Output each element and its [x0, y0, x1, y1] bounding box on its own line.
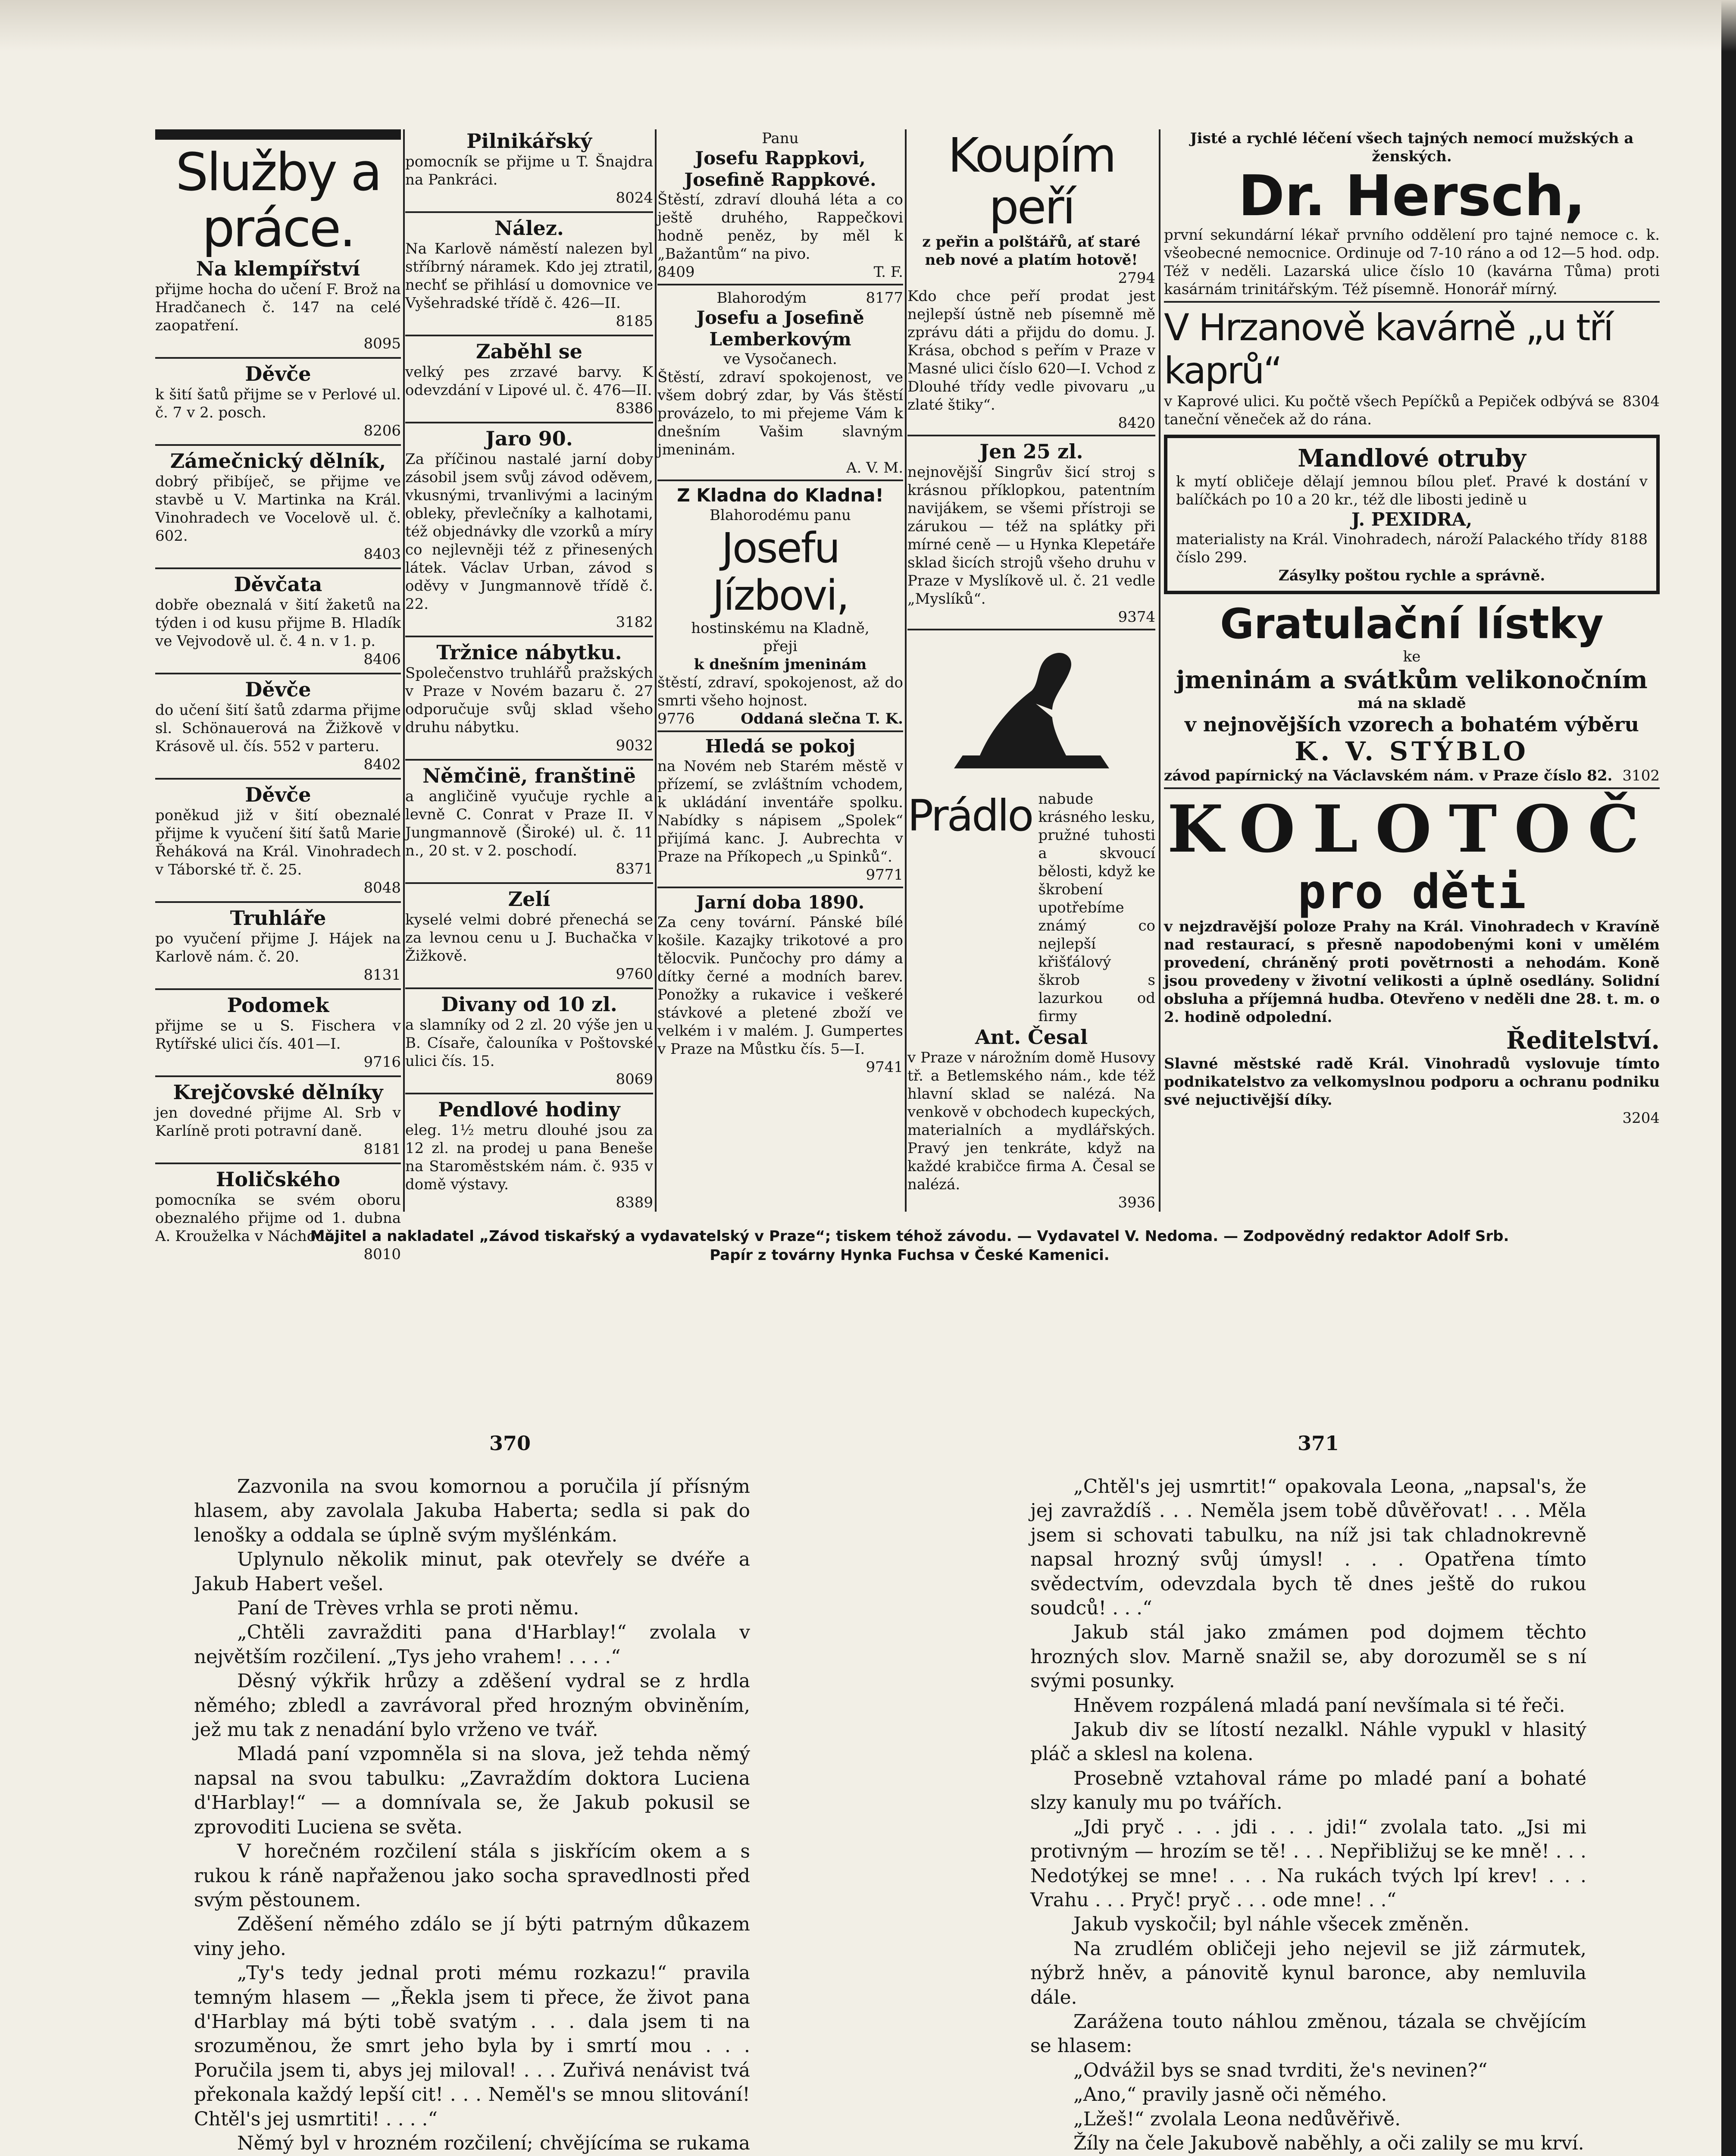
ads-column-goods: [907, 129, 1155, 1212]
ad-salutation: Blahorodému panu: [710, 507, 851, 524]
ad-number: 8206: [363, 422, 401, 439]
classified-ad: [155, 362, 401, 440]
ad-heading: Mandlové otruby: [1298, 444, 1526, 473]
ad-salutation: Panu: [762, 130, 799, 147]
classified-ad: [405, 641, 653, 755]
ad-text: Štěstí, zdraví spokojenost, ve všem dobrý zdar, by Vás štěstí provázelo, to mi přejeme Vám k dnešním Vašim slavným jmeninám.: [657, 369, 903, 458]
ad-title: Truhláře: [230, 906, 326, 930]
ads-column-misc: [405, 129, 653, 1212]
ad-title: Zelí: [508, 887, 551, 911]
ad-text: má na skladě: [1358, 695, 1466, 712]
ad-title: Holičského: [216, 1168, 341, 1191]
ad-salutation: Blahorodým: [716, 289, 807, 307]
classified-ad: [155, 1081, 401, 1158]
ad-number: 8386: [616, 400, 653, 417]
ad-number: 3204: [1622, 1109, 1660, 1127]
ad-number: 8402: [363, 756, 401, 773]
ads-column-greetings: [657, 129, 903, 1212]
ad-signature: Ředitelství.: [1506, 1026, 1660, 1055]
ad-text: poněkud již v šití obeznalé přijme k vyučení šití šatů Marie Řeháková na Král. Vinohradech v Táborské tř. č. 25.: [155, 807, 401, 878]
ad-number: 8403: [363, 545, 401, 563]
ad-text: hostinskému na Kladně,: [691, 620, 870, 637]
ad-firm: Ant. Česal: [975, 1025, 1088, 1049]
ad-number: 8181: [363, 1141, 401, 1158]
ad-text: Slavné městské radě Král. Vinohradů vyslovuje tímto podnikatelstvo za velkomyslnou podporu a ochranu podniku své nejuctivější díky.: [1164, 1055, 1660, 1109]
ad-text: do učení šití šatů zdarma přijme sl. Schönauerová na Žižkově v Krásově ul. čís. 552 v parteru.: [155, 702, 401, 755]
ad-place: ve Vysočanech.: [723, 351, 837, 368]
ad-number: 8185: [616, 313, 653, 330]
ad-text: v nejzdravější poloze Prahy na Král. Vinohradech v Kravíně nad restaurací, s přesně napodobenými koni v umělém provedení, chráněný proti povětrnosti a nehodám. Koně jsou provedeny v životní velikosti a úplně osedlány. Solidní obsluha a příjemná hudba. Otevřeno v neděli dne 28. t. m. o 2. hodině odpolední.: [1164, 918, 1660, 1026]
novel-paragraph: „Lžeš!“ zvolala Leona nedůvěřivě.: [1073, 2108, 1401, 2130]
ad-text: k šití šatů přijme se v Perlové ul. č. 7 v 2. posch.: [155, 386, 401, 421]
ad-text: velký pes zrzavé barvy. K odevzdání v Lipové ul. č. 476—II.: [405, 364, 653, 399]
novel-paragraph: Děsný výkřik hrůzy a zděšení vydral se z hrdla němého; zbledl a zavrávoral před hrozným obviněním, jež mu tak z nenadání bylo vrženo ve tvář.: [194, 1670, 750, 1741]
ad-names: Josefu a Josefině Lemberkovým: [696, 307, 864, 350]
ad-text: materialisty na Král. Vinohradech, nároží Palackého třídy číslo 299.: [1176, 531, 1603, 566]
ad-text: dobře obeznalá v šití žaketů na týden i od kusu přijme B. Hladík ve Vejvodově ul. č. 4 n. v 1. p.: [155, 596, 401, 650]
novel-paragraph: Prosebně vztahoval ráme po mladé paní a bohaté slzy kanuly mu po tvářích.: [1030, 1767, 1586, 1814]
ad-title: Zámečnický dělník,: [170, 449, 386, 473]
column-rule: [655, 129, 657, 1212]
ad-title: Jaro 90.: [485, 427, 573, 450]
ad-heading: Hledá se pokoj: [705, 736, 856, 757]
imprint-line: Papír z továrny Hynka Fuchsa v České Kamenici.: [710, 1247, 1110, 1264]
ad-list: [405, 129, 653, 1212]
ad-number: 8409: [657, 263, 695, 281]
ad-heading-large: Koupím peří: [948, 128, 1115, 235]
novel-paragraph: Žíly na čele Jakubově naběhly, a oči zalily se mu krví.: [1073, 2132, 1584, 2154]
ad-name-large: Dr. Hersch,: [1238, 163, 1586, 229]
ad-number: 8024: [616, 189, 653, 207]
ad-number: 8304: [1622, 393, 1660, 410]
ad-number: 8069: [616, 1071, 653, 1088]
ad-heading-large: Prádlo: [907, 790, 1032, 841]
ad-text: v Kaprové ulici. Ku počtě všech Pepíčků a Pepiček odbývá se taneční věneček až do rána.: [1164, 393, 1614, 428]
ad-signature: T. F.: [873, 263, 903, 281]
ad-number: 8420: [1118, 414, 1155, 432]
ad-text: a slamníky od 2 zl. 20 výše jen u B. Císaře, čalouníka v Poštovské ulici čís. 15.: [405, 1016, 653, 1070]
page-edge: [1721, 0, 1736, 2156]
ad-list: [155, 257, 401, 1263]
ad-number: 8131: [363, 966, 401, 984]
ad-text: první sekundární lékař prvního oddělení pro tajné nemoce c. k. všeobecné nemocnice. Ordinuje od 7-10 ráno a od 12—5 hod. odp. Též v neděli. Lazarská ulice číslo 10 (kavárna Tůma) proti kasárnám trinitářským. Též písemně. Honorář mírný.: [1164, 226, 1660, 298]
ad-number: 9741: [866, 1059, 903, 1076]
ad-text: přeji: [763, 638, 798, 655]
ad-title: Němčinë, franštinë: [422, 764, 636, 787]
novel-paragraph: „Jdi pryč . . . jdi . . . jdi!“ zvolala tato. „Jsi mi protivným — hrozím se tě! . . . Nepřibližuj se ke mně! . . . Nedotýkej se mne! . . . Na rukách tvých lpí krev! . . . Vrahu . . . Pryč! pryč . . . ode mne! . .“: [1030, 1816, 1586, 1911]
ad-title: Tržnice nábytku.: [436, 641, 622, 664]
classified-ad: [405, 129, 653, 207]
novel-paragraph: Jakub div se lítostí nezalkl. Náhle vypukl v hlasitý pláč a sklesl na kolena.: [1030, 1719, 1586, 1765]
novel-paragraph: Jakub stál jako zmámen pod dojmem těchto hrozných slov. Marně snažil se, aby dorozuměl se s ní svými posunky.: [1030, 1621, 1586, 1692]
ad-subheading: pro děti: [1298, 864, 1526, 919]
ad-text: Kdo chce peří prodat jest nejlepší ústně neb písemně mě zprávu dáti a přijdu do domu. J. Krása, obchod s peřím v Praze v Masné ulici číslo 620—I. Vchod z Dlouhé třídy vedle pivovaru „u zlaté štiky“.: [907, 288, 1155, 414]
ad-title: Děvče: [245, 362, 311, 385]
novel-paragraph: „Odvážil bys se snad tvrditi, že's nevinen?“: [1073, 2059, 1488, 2081]
ad-text: štěstí, zdraví, spokojenost, až do smrti všeho hojnost.: [657, 674, 903, 709]
novel-paragraph: Mladá paní vzpomněla si na slova, jež tehda němý napsal na svou tabulku: „Zavraždím doktora Luciena d'Harblay!“ — a domnívala se, že Jakub pokusil se zprovoditi Luciena se světa.: [194, 1743, 750, 1838]
ad-title: Podomek: [227, 993, 329, 1017]
page-shadow: [0, 0, 1736, 52]
ad-number: 3102: [1622, 767, 1660, 784]
ad-text: k dnešním jmeninám: [694, 656, 867, 673]
ad-number: 8177: [866, 289, 903, 307]
ad-text: po vyučení přijme J. Hájek na Karlově nám. č. 20.: [155, 930, 401, 965]
novel-paragraph: „Chtěl's jej usmrtit!“ opakovala Leona, „napsal's, že jej zavraždíš . . . Neměla jsem tobě důvěřovat! . . . Měla jsem si schovati tabulku, na níž jsi tak chladnokrevně napsal hrozný svůj úmysl! . . . Opatřena tímto svědectvím, odevzdala bych tě dnes ještě do rukou soudců! . . .“: [1030, 1476, 1586, 1620]
classified-ad: [405, 340, 653, 417]
novel-paragraph: Zarážena touto náhlou změnou, tázala se chvějícím se hlasem:: [1030, 2010, 1586, 2057]
ad-text: Za příčinou nastalé jarní doby zásobil jsem svůj závod oděvem, vkusnými, trvanlivými a laciným obleky, převlečníky a kalhotami, též objednávky dle vzorků a míry co nejlevněji též z přinesených látek. Václav Urban, závod s oděvy v Jungmannově třídě č. 22.: [405, 451, 653, 613]
ad-number: 3182: [616, 614, 653, 631]
novel-paragraph: Paní de Trèves vrhla se proti němu.: [237, 1597, 579, 1620]
novel-page-right: [1030, 1475, 1586, 2156]
imprint-line: Majitel a nakladatel „Závod tiskařský a vydavatelský v Praze“; tiskem téhož závodu. — Vydavatel V. Nedoma. — Zodpovědný redaktor Adolf Srb.: [310, 1228, 1509, 1245]
novel-paragraph: Hněvem rozpálená mladá paní nevšímala si té řeči.: [1073, 1694, 1565, 1717]
ad-text: Společenstvo truhlářů pražských v Praze v Novém bazaru č. 27 odporučuje svůj sklad všeho druhu nábytku.: [405, 664, 653, 736]
classified-ad: [405, 427, 653, 631]
column-rule: [403, 129, 405, 1212]
novel-paragraph: „Ano,“ pravily jasně oči němého.: [1073, 2084, 1387, 2106]
ad-name: J. PEXIDRA,: [1351, 509, 1473, 530]
ad-heading-large: Gratulační lístky: [1220, 600, 1604, 648]
novel-paragraph: „Chtěli zavražditi pana d'Harblay!“ zvolala v největším rozčilení. „Tys jeho vrahem! . . . .“: [194, 1621, 750, 1668]
classified-ad: [405, 216, 653, 330]
ad-text: v Praze v nárožním domě Husovy tř. a Betlemského nám., kde též hlavní sklad se nalézá. Na venkově v obchodech kupeckých, materialních a mydlářských. Pravý jen tenkráte, když na každé krabičce firma A. Česal se nalézá.: [907, 1049, 1155, 1193]
column-rule: [905, 129, 907, 1212]
classified-ad: [405, 887, 653, 983]
novel-paragraph: Uplynulo několik minut, pak otevřely se dvéře a Jakub Habert vešel.: [194, 1548, 750, 1595]
ad-number: 9032: [616, 737, 653, 754]
ad-title: Na klempířství: [196, 257, 360, 280]
ad-text: přijme hocha do učení F. Brož na Hradčanech č. 147 na celé zaopatření.: [155, 281, 401, 334]
ad-title: Děvče: [245, 678, 311, 701]
ad-number: 8371: [616, 860, 653, 877]
ad-text: přijme se u S. Fischera v Rytířské ulici čís. 401—I.: [155, 1017, 401, 1053]
imprint: [155, 1227, 1664, 1265]
ads-column-services: [155, 129, 401, 1263]
ad-text: Štěstí, zdraví dlouhá léta a co ještě druhého, Rappečkovi hodně peněz, by měl k „Bažantům“ na pivo.: [657, 191, 903, 263]
ad-text: závod papírnický na Václavském nám. v Praze číslo 82.: [1164, 767, 1613, 784]
header-bar: [155, 129, 401, 140]
ad-heading: Z Kladna do Kladna!: [677, 485, 884, 506]
classified-ad: [155, 257, 401, 353]
ad-text: pomocníka se svém oboru obeznalého přijme od 1. dubna A. Krouželka v Náchodě.: [155, 1191, 401, 1245]
novel-paragraph: „Ty's tedy jednal proti mému rozkazu!“ pravila temným hlasem — „Řekla jsem ti přece, že život pana d'Harblay má býti tobě svatým . . . dala jsem ti na srozuměnou, že smrt jeho byla by i smrtí mou . . . Poručila jsem ti, abys jej miloval! . . . Zuřivá nenávist tvá překonala každý lepší cit! . . . Neměl's se mnou slitování! Chtěl's jej usmrtiti! . . . .“: [194, 1962, 750, 2130]
ad-title: Krejčovské dělníky: [173, 1081, 383, 1104]
column-rule: [1159, 129, 1160, 1212]
ad-heading-large: V Hrzanově kavárně „u tří kaprů“: [1164, 306, 1612, 392]
ad-subheading: jmeninám a svátkům velikonočním: [1176, 666, 1648, 694]
page-number-right: 371: [1298, 1432, 1339, 1455]
ad-number: 9374: [1118, 608, 1155, 626]
classified-ad: [405, 764, 653, 878]
ad-name: K. V. STÝBLO: [1295, 736, 1529, 767]
ad-top-line: Jisté a rychlé léčení všech tajných nemocí mužských a ženských.: [1190, 130, 1634, 165]
ad-text: dobrý přibíječ, se přijme ve stavbě u V. Martinka na Král. Vinohradech ve Vocelově ul. č. 602.: [155, 473, 401, 545]
ad-text: v nejnovějších vzorech a bohatém výběru: [1185, 713, 1639, 736]
novel-paragraph: Němý byl v hrozném rozčilení; chvějícíma se rukama: [237, 2132, 750, 2154]
ad-text: pomocník se přijme u T. Šnajdra na Pankráci.: [405, 153, 653, 188]
ad-text: a angličině vyučuje rychle a levně C. Conrat v Praze II. v Jungmannově (Široké) ul. č. 11 n., 20 st. v 2. poschodí.: [405, 788, 653, 859]
ad-number: 8010: [363, 1246, 401, 1263]
ad-name-large: Josefu Jízbovi,: [712, 524, 848, 620]
ad-title: Děvčata: [234, 573, 322, 596]
novel-paragraph: Jakub vyskočil; byl náhle všecek změněn.: [1073, 1913, 1470, 1936]
classified-ad: [405, 993, 653, 1088]
ad-number: 2794: [1118, 270, 1155, 287]
classified-ad: [155, 993, 401, 1071]
novel-paragraph: Zazvonila na svou komornou a poručila jí přísným hlasem, aby zavolala Jakuba Haberta; sedla si pak do lenošky a oddala se úplně svým myšlénkám.: [194, 1476, 750, 1546]
page-number-left: 370: [489, 1432, 531, 1455]
ad-subheading: z peřin a polštářů, ať staré neb nové a platím hotově!: [922, 233, 1141, 269]
novel-paragraph: V horečném rozčilení stála s jiskřícím okem a s rukou k ráně napřaženou jako socha spravedlnosti před svým pěstounem.: [194, 1840, 750, 1911]
ad-text: nabude krásného lesku, pružné tuhosti a skvoucí bělosti, když ke škrobení upotřebíme známý co nejlepší křišťálový škrob s lazurkou od firmy: [1038, 790, 1155, 1025]
classified-ad: [155, 573, 401, 668]
ad-heading-large: KOLOTOČ: [1167, 791, 1657, 867]
ad-number: 9776: [657, 710, 695, 727]
ad-heading: Jarní doba 1890.: [696, 892, 865, 913]
ad-text: Zásylky poštou rychle a správně.: [1278, 567, 1545, 584]
ad-text: jen dovedné přijme Al. Srb v Karlíně proti potravní daně.: [155, 1104, 401, 1140]
ad-text: ke: [1403, 648, 1421, 665]
ads-column-wide: [1164, 129, 1660, 1212]
ad-title: Nález.: [494, 216, 564, 240]
ad-number: 8406: [363, 651, 401, 668]
ad-text: eleg. 1½ metru dlouhé jsou za 12 zl. na prodej u pana Beneše na Staroměstském nám. č. 935 v domě výstavy.: [405, 1122, 653, 1193]
ad-number: 8188: [1610, 531, 1648, 548]
novel-page-left: [194, 1475, 750, 2156]
classified-ad: [155, 906, 401, 984]
ad-number: 8048: [363, 879, 401, 896]
section-header: Služby a práce.: [175, 143, 381, 259]
classified-ad: [155, 783, 401, 897]
ad-framed-box: [1164, 435, 1660, 594]
novel-paragraph: Zděšení němého zdálo se jí býti patrným důkazem viny jeho.: [194, 1913, 750, 1960]
ad-text: nejnovější Singrův šicí stroj s krásnou příklopkou, patentním navijákem, se všemi přístroji se zárukou — též na splátky při mírné ceně — u Hynka Klepetáře sklad šicích strojů všeho druhu v Praze v Myslíkově ul. č. 21 vedle „Myslíků“.: [907, 464, 1155, 608]
ad-text: kyselé velmi dobré přenechá se za levnou cenu u J. Buchačka v Žižkově.: [405, 911, 653, 965]
novel-paragraph: Na zrudlém obličeji jeho nejevil se již zármutek, nýbrž hněv, a pánovitě kynul baronce, aby nemluvila dále.: [1030, 1937, 1586, 2009]
ad-text: k mytí obličeje dělají jemnou bílou pleť. Pravé k dostání v balíčkách po 10 a 20 kr., též dle libosti jedině u: [1176, 473, 1648, 508]
ad-heading: Jen 25 zl.: [979, 440, 1083, 463]
classified-ad: [155, 678, 401, 774]
ad-title: Pendlové hodiny: [438, 1098, 620, 1121]
ad-title: Pilnikářský: [466, 129, 592, 153]
classified-ad: [405, 1098, 653, 1212]
ad-signature: A. V. M.: [846, 459, 903, 476]
ad-text: na Novém neb Starém městě v přízemí, se zvláštním vchodem, k ukládání inventáře spolku. Nabídky s nápisem „Spolek“ přijímá kanc. J. Aubrechta v Praze na Příkopech „u Spinků“.: [657, 758, 903, 865]
ad-number: 8095: [363, 335, 401, 352]
ad-number: 8389: [616, 1194, 653, 1211]
ad-number: 9760: [616, 965, 653, 983]
ad-names: Josefu Rappkovi, Josefině Rappkové.: [684, 147, 876, 190]
hand-ironing-illustration: [928, 639, 1135, 781]
classified-ad: [155, 449, 401, 563]
ad-text: Na Karlově náměstí nalezen byl stříbrný náramek. Kdo jej ztratil, nechť se přihlásí u domovnice ve Vyšehradské třídě č. 426—II.: [405, 240, 653, 312]
ad-number: 9716: [363, 1053, 401, 1071]
ad-signature: Oddaná slečna T. K.: [741, 710, 903, 727]
ad-text: Za ceny tovární. Pánské bílé košile. Kazajky trikotové a pro tělocvik. Punčochy pro dámy a dítky černé a modních barev. Ponožky a rukavice i veškeré stávkové a pletené zboží ve velkém i v malém. J. Gumpertes v Praze na Můstku čís. 5—I.: [657, 914, 903, 1058]
ad-number: 3936: [1118, 1194, 1155, 1211]
ad-number: 9771: [866, 866, 903, 884]
ad-title: Zaběhl se: [476, 340, 582, 363]
ad-title: Děvče: [245, 783, 311, 806]
ad-title: Divany od 10 zl.: [441, 993, 617, 1016]
